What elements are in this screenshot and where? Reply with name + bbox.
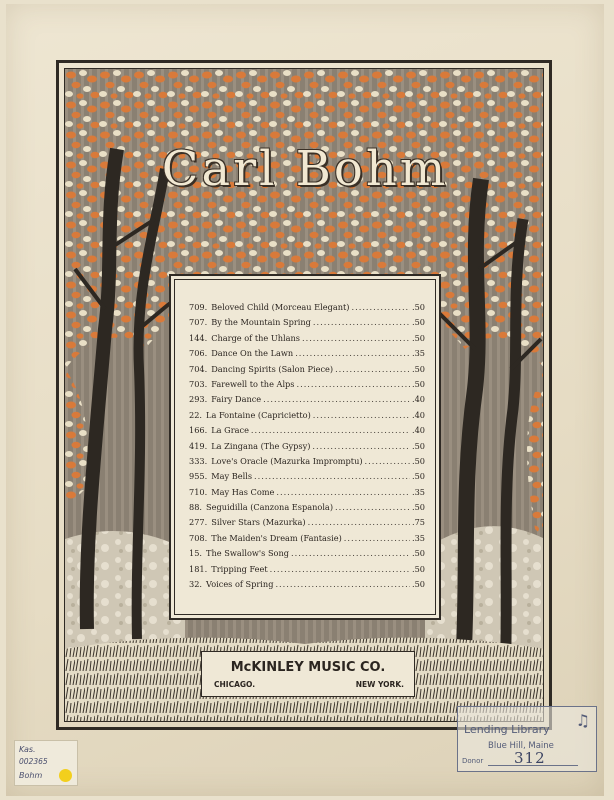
song-row bbox=[189, 548, 425, 563]
stamp-underline bbox=[488, 765, 578, 766]
song-title: Fairy Dance bbox=[211, 394, 262, 405]
song-price: .35 bbox=[411, 532, 425, 543]
composer-title: Carl Bohm bbox=[161, 141, 449, 197]
song-row bbox=[189, 302, 425, 317]
song-row bbox=[189, 364, 425, 379]
leader-dots bbox=[335, 502, 410, 512]
song-list-box bbox=[169, 274, 441, 620]
song-row bbox=[189, 533, 425, 548]
leader-dots bbox=[270, 564, 410, 574]
song-number: 707. bbox=[189, 317, 208, 328]
song-row bbox=[189, 487, 425, 502]
music-note-icon: ♫ bbox=[575, 711, 590, 730]
song-number: 703. bbox=[189, 378, 208, 389]
song-price: .50 bbox=[411, 317, 425, 328]
publisher-city-chicago: CHICAGO. bbox=[214, 680, 256, 689]
song-price: .50 bbox=[411, 363, 425, 374]
song-title: Tripping Feet bbox=[211, 563, 268, 574]
song-row bbox=[189, 502, 425, 517]
song-number: 709. bbox=[189, 302, 208, 312]
song-price: .50 bbox=[411, 332, 425, 343]
song-number: 166. bbox=[189, 425, 208, 436]
leader-dots bbox=[251, 425, 410, 435]
song-price: .75 bbox=[411, 517, 425, 528]
leader-dots bbox=[302, 333, 410, 343]
stamp-number: 312 bbox=[514, 749, 546, 767]
catalog-tag-line2: 002365 bbox=[19, 757, 48, 766]
leader-dots bbox=[352, 302, 410, 312]
illustration-panel bbox=[64, 68, 544, 722]
leader-dots bbox=[313, 410, 410, 420]
song-price: .35 bbox=[411, 348, 425, 359]
song-row bbox=[189, 471, 425, 486]
song-price: .50 bbox=[411, 579, 425, 590]
library-stamp bbox=[457, 706, 597, 772]
song-price: .40 bbox=[411, 394, 425, 405]
song-number: 32. bbox=[189, 579, 203, 590]
song-row bbox=[189, 410, 425, 425]
leader-dots bbox=[276, 487, 410, 497]
song-price: .50 bbox=[411, 563, 425, 574]
song-number: 181. bbox=[189, 563, 208, 574]
song-price: .50 bbox=[411, 548, 425, 559]
yellow-dot-sticker bbox=[59, 769, 72, 782]
song-row bbox=[189, 564, 425, 579]
song-price: .40 bbox=[411, 409, 425, 420]
song-title: Voices of Spring bbox=[206, 579, 274, 590]
song-title: Silver Stars (Mazurka) bbox=[211, 517, 306, 528]
catalog-tag bbox=[14, 740, 78, 786]
song-list bbox=[174, 279, 436, 615]
leader-dots bbox=[297, 379, 410, 389]
leader-dots bbox=[291, 548, 410, 558]
song-price: .50 bbox=[411, 471, 425, 482]
song-title: Beloved Child (Morceau Elegant) bbox=[211, 302, 350, 312]
song-title: Charge of the Uhlans bbox=[211, 332, 300, 343]
song-number: 277. bbox=[189, 517, 208, 528]
publisher-city-new-york: NEW YORK. bbox=[355, 680, 404, 689]
song-price: .35 bbox=[411, 486, 425, 497]
song-title: Dancing Spirits (Salon Piece) bbox=[211, 363, 334, 374]
song-number: 704. bbox=[189, 363, 208, 374]
leader-dots bbox=[254, 471, 410, 481]
catalog-tag-line3: Bohm bbox=[19, 771, 43, 780]
publisher-box bbox=[201, 651, 415, 697]
song-number: 708. bbox=[189, 532, 208, 543]
song-title: Seguidilla (Canzona Espanola) bbox=[206, 502, 334, 513]
song-title: The Maiden's Dream (Fantasie) bbox=[211, 532, 342, 543]
song-row bbox=[189, 456, 425, 471]
song-number: 293. bbox=[189, 394, 208, 405]
song-title: La Fontaine (Capricietto) bbox=[206, 409, 311, 420]
song-row bbox=[189, 517, 425, 532]
song-row bbox=[189, 425, 425, 440]
stamp-donor-label: Donor bbox=[462, 757, 484, 765]
song-row bbox=[189, 333, 425, 348]
leader-dots bbox=[313, 317, 410, 327]
song-title: By the Mountain Spring bbox=[211, 317, 311, 328]
song-price: .50 bbox=[411, 440, 425, 451]
leader-dots bbox=[365, 456, 410, 466]
song-row bbox=[189, 579, 425, 594]
song-number: 706. bbox=[189, 348, 208, 359]
song-title: The Swallow's Song bbox=[206, 548, 289, 559]
song-price: .50 bbox=[411, 502, 425, 513]
song-title: May Bells bbox=[211, 471, 253, 482]
song-row bbox=[189, 348, 425, 363]
leader-dots bbox=[263, 394, 410, 404]
leader-dots bbox=[308, 517, 410, 527]
publisher-name: McKINLEY MUSIC CO. bbox=[230, 660, 386, 675]
leader-dots bbox=[275, 579, 410, 589]
song-number: 88. bbox=[189, 502, 203, 513]
song-row bbox=[189, 441, 425, 456]
song-title: La Zingana (The Gypsy) bbox=[211, 440, 311, 451]
catalog-tag-line1: Kas. bbox=[19, 745, 36, 754]
leader-dots bbox=[344, 533, 410, 543]
stamp-library-name: Lending Library bbox=[464, 723, 550, 736]
song-number: 15. bbox=[189, 548, 203, 559]
song-price: .40 bbox=[411, 425, 425, 436]
song-number: 955. bbox=[189, 471, 208, 482]
song-number: 710. bbox=[189, 486, 208, 497]
song-title: Farewell to the Alps bbox=[211, 378, 295, 389]
song-row bbox=[189, 379, 425, 394]
song-title: May Has Come bbox=[211, 486, 275, 497]
song-price: .50 bbox=[411, 302, 425, 312]
song-number: 333. bbox=[189, 455, 208, 466]
song-number: 22. bbox=[189, 409, 203, 420]
song-title: La Grace bbox=[211, 425, 249, 436]
song-title: Love's Oracle (Mazurka Impromptu) bbox=[211, 455, 363, 466]
stamp-town: Blue Hill, Maine bbox=[488, 741, 554, 751]
song-price: .50 bbox=[411, 455, 425, 466]
song-row bbox=[189, 394, 425, 409]
song-row bbox=[189, 317, 425, 332]
leader-dots bbox=[312, 441, 410, 451]
song-number: 144. bbox=[189, 332, 208, 343]
leader-dots bbox=[335, 364, 410, 374]
leader-dots bbox=[295, 348, 410, 358]
song-number: 419. bbox=[189, 440, 208, 451]
song-price: .50 bbox=[411, 378, 425, 389]
song-title: Dance On the Lawn bbox=[211, 348, 294, 359]
